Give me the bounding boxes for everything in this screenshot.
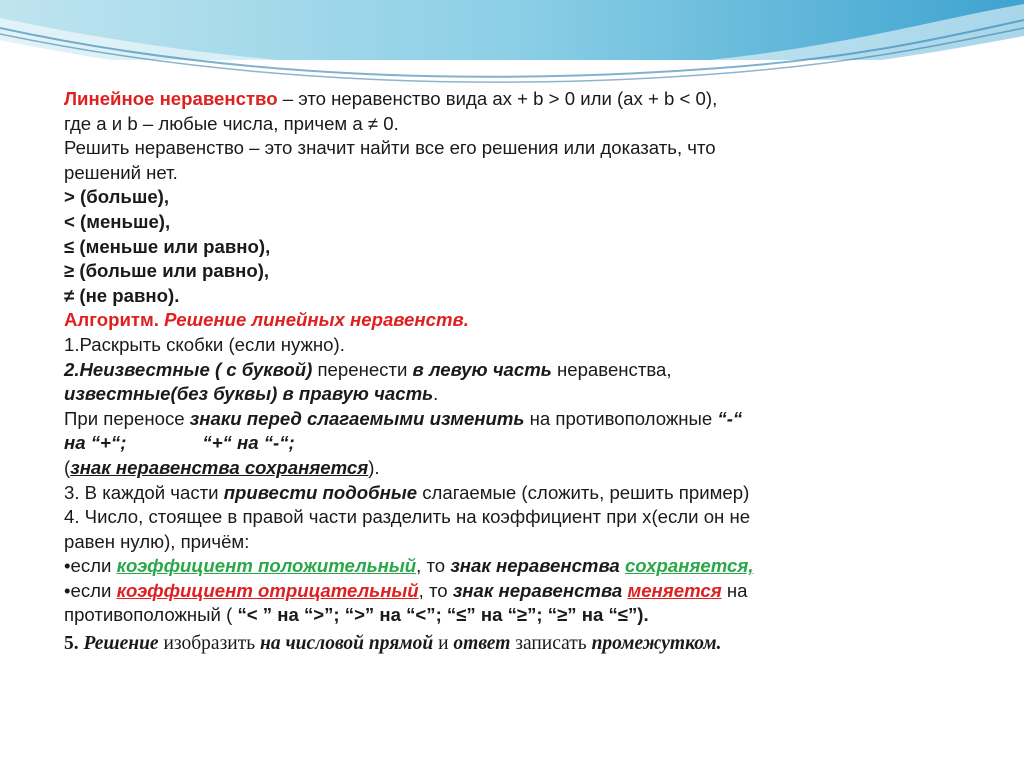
step-2-sign-kept: знак неравенства сохраняется [70,456,369,478]
step-2-knowns: известные(без буквы) [64,383,278,405]
definition-line [64,87,964,112]
sign-swaps: “< ” на “>”; “>” на “<”; “≤” на “≥”; “≥” на “≤”). [237,604,649,626]
solve-definition: Решить неравенство – это значит найти все его решения или доказать, что [64,137,716,159]
paren-close: ). [368,456,380,478]
step-3 [64,481,964,506]
sign-not-equal: ≠ (не равно). [64,284,180,306]
step-5-number-line: на числовой прямой [260,633,434,655]
bullet-positive-then: , то [416,555,451,577]
step-2-line-1 [64,358,964,383]
sign-greater-equal: ≥ (больше или равно), [64,260,270,282]
opposite-word: противоположный ( [64,604,238,626]
step-4-line-2: равен нулю), причём: [64,530,250,552]
step-1: 1.Раскрыть скобки (если нужно). [64,333,345,355]
term-linear-inequality: Линейное неравенство [64,88,278,109]
sign-greater: > (больше), [64,186,170,208]
coefficient-positive: коэффициент положительный [116,555,417,577]
bullet-positive [64,554,964,579]
bullet-negative [64,579,964,604]
step-2-transfer: При переносе [64,407,190,429]
step-2-left-side: в левую часть [412,358,552,380]
step-5-and: и [433,633,454,655]
step-2-minus-to-plus: на “+“; [64,432,127,454]
step-2-change: изменить [429,407,525,429]
step-5-interval: промежутком. [591,633,722,655]
definition-text: – это неравенство вида ax + b > 0 или (ax + b < 0), [277,88,718,109]
step-5-number: 5. [64,633,84,655]
sign-less: < (меньше), [64,210,171,232]
coefficient-negative: коэффициент отрицательный [116,579,419,601]
algorithm-title [64,308,964,333]
step-3-intro: 3. В каждой части [64,481,224,503]
sign-less-equal: ≤ (меньше или равно), [64,235,271,257]
algorithm-label: Алгоритм. [64,309,165,331]
step-2-line-5 [64,456,964,481]
bullet-positive-if: •если [64,555,117,577]
step-2-right-side: в правую часть [277,383,434,405]
step-5-depict: изобразить [158,633,260,655]
step-2-period: . [433,383,439,405]
sign-is-kept: сохраняется, [624,555,754,577]
bullet-negative-sign: знак неравенства [452,579,623,601]
bullet-negative-cont [64,603,964,628]
paren-open: ( [64,456,71,478]
algorithm-subtitle: Решение линейных неравенств. [164,309,469,331]
solve-definition-cont: решений нет. [64,161,178,183]
bullet-negative-to: на [721,579,748,601]
step-2-minus-quote: “-“ [717,407,743,429]
step-5 [64,632,964,657]
step-5-answer: ответ [453,633,511,655]
bullet-negative-if: •если [64,579,117,601]
step-2-plus-to-minus: “+“ на “-“; [202,432,295,454]
step-2-signs-before-terms: знаки перед слагаемыми [189,407,425,429]
bullet-positive-sign: знак неравенства [450,555,620,577]
step-2-line-4 [64,431,964,456]
step-2-move: перенести [312,358,413,380]
step-4-line-1: 4. Число, стоящее в правой части разделить на коэффициент при x(если он не [64,506,751,528]
step-2-line-2 [64,382,964,407]
sign-changes: меняется [627,579,722,601]
step-3-rest: слагаемые (сложить, решить пример) [417,481,750,503]
step-2-unknowns: 2.Неизвестные ( с буквой) [64,358,313,380]
step-2-line-3 [64,407,964,432]
definition-condition: где a и b – любые числа, причем a ≠ 0. [64,112,399,134]
slide-content [64,87,964,657]
step-5-solution: Решение [83,633,159,655]
step-5-write: записать [510,633,592,655]
step-2-opposite: на противоположные [524,407,718,429]
step-2-inequality: неравенства, [551,358,672,380]
step-3-combine-like: привести подобные [223,481,418,503]
bullet-negative-then: , то [418,579,453,601]
